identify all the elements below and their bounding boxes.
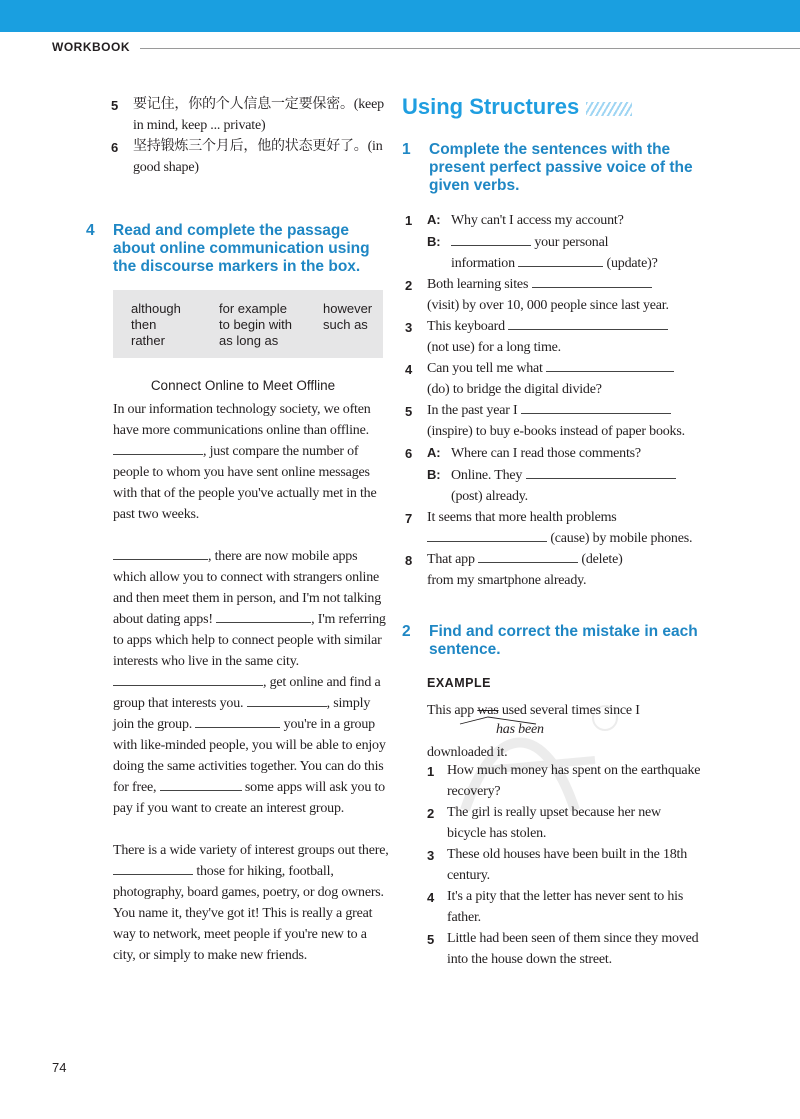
title-hatch-decoration: [586, 102, 632, 116]
marker-word: then: [131, 317, 157, 332]
item-number: 5: [111, 98, 119, 113]
speaker-label: A:: [427, 445, 441, 460]
speaker-label: A:: [427, 212, 441, 227]
item-text: How much money has spent on the earthquake recovery?: [447, 763, 701, 799]
blank-line[interactable]: [526, 465, 676, 479]
example-text: downloaded it.: [427, 745, 508, 760]
blank-line[interactable]: [247, 693, 327, 707]
exercise-item: [402, 316, 702, 358]
speaker-label: B:: [427, 467, 441, 482]
item-number: 3: [405, 320, 413, 335]
exercise-item: [402, 549, 702, 591]
passage-text: , just compare the number of people to whom you have sent online messages with that of the people you've actually met in the past two weeks.: [113, 444, 377, 522]
speaker-label: B:: [427, 234, 441, 249]
item-text: Why can't I access my account?: [451, 213, 624, 228]
section-number: 1: [402, 141, 411, 158]
passage-text: , simply join the group.: [113, 696, 371, 732]
section-number: 2: [402, 623, 411, 640]
blank-line[interactable]: [113, 546, 208, 560]
item-number: 2: [405, 278, 413, 293]
example-text: This app: [427, 703, 475, 718]
item-text: It seems that more health problems: [427, 510, 617, 525]
section-title: Using Structures: [402, 94, 580, 119]
passage-title: Connect Online to Meet Offline: [150, 378, 336, 393]
workbook-label: WORKBOOK: [52, 40, 130, 54]
blank-line[interactable]: [113, 672, 263, 686]
verb-hint: (update)?: [606, 256, 658, 271]
exercise-item: [402, 802, 702, 844]
marker-word: to begin with: [219, 317, 292, 332]
item-text: In the past year I: [427, 403, 518, 418]
exercise-item: [402, 209, 702, 274]
item-number: 6: [405, 446, 413, 461]
item-number: 2: [427, 806, 435, 821]
exercise-item: [402, 844, 702, 886]
example-label: EXAMPLE: [427, 676, 491, 690]
blank-line[interactable]: [518, 253, 603, 267]
exercise1-heading: [402, 141, 702, 195]
marker-word: [323, 333, 393, 348]
passage-paragraph-1: [113, 399, 389, 525]
section4-heading: [86, 222, 386, 276]
exercise1-list: [402, 209, 702, 591]
passage-text: those for hiking, football, photography, board games, poetry, or dog owners. You name it, they've got it! This is really a great way to network, meet people if you're new to a city, or simply to make new friends.: [113, 864, 384, 963]
exercise-item: [402, 400, 702, 442]
item-number: 5: [427, 932, 435, 947]
item-text: This keyboard: [427, 319, 505, 334]
exercise2-heading: [402, 623, 702, 659]
exercise-item: [402, 442, 702, 507]
item-text: Can you tell me what: [427, 361, 543, 376]
blank-line[interactable]: [427, 528, 547, 542]
item-text: The girl is really upset because her new bicycle has stolen.: [447, 805, 661, 841]
correction-text: has been: [496, 722, 544, 737]
exercise-item: [402, 928, 702, 970]
exercise2-list: [402, 760, 702, 970]
passage-paragraph-3: [113, 840, 389, 966]
example-text: used several times since I: [501, 703, 640, 718]
blank-line[interactable]: [113, 861, 193, 875]
passage-text: , I'm referring to apps which help to connect people with similar interests who live in the same city.: [113, 612, 386, 669]
marker-word: for example: [219, 301, 287, 316]
exercise-item: [402, 358, 702, 400]
item-number: 5: [405, 404, 413, 419]
passage-text: , get online and find a group that interests you.: [113, 675, 381, 711]
marker-word: such as: [323, 317, 368, 332]
blank-line[interactable]: [521, 400, 671, 414]
item-number: 6: [111, 140, 119, 155]
item-text: Online. They: [451, 468, 523, 483]
item-text: information: [451, 256, 515, 271]
exercise-item: [402, 886, 702, 928]
passage-text: you're in a group with like-minded people, you will be able to enjoy doing the same activities together. You can do this for free,: [113, 717, 386, 795]
translation-item: [108, 136, 386, 178]
verb-hint: (cause) by mobile phones.: [550, 531, 693, 546]
item-text: Where can I read those comments?: [451, 446, 641, 461]
passage-text: There is a wide variety of interest groups out there,: [113, 843, 389, 858]
passage-text: , there are now mobile apps which allow you to connect with strangers online and then meet them in person, and I'm not talking about dating apps!: [113, 549, 381, 627]
page-header: [0, 40, 800, 58]
blank-line[interactable]: [532, 274, 652, 288]
item-number: 1: [405, 213, 413, 228]
blank-line[interactable]: [451, 232, 531, 246]
exercise-item: [402, 274, 702, 316]
marker-word: although: [131, 301, 181, 316]
section-title: Read and complete the passage about online communication using the discourse markers in the box.: [113, 222, 370, 275]
left-column: [86, 94, 389, 966]
verb-hint: (inspire) to buy e-books instead of paper books.: [427, 424, 685, 439]
header-divider: [140, 48, 800, 49]
verb-hint: (visit) by over 10, 000 people since last year.: [427, 298, 669, 313]
section-number: 4: [86, 222, 95, 239]
exercise-item: [402, 507, 702, 549]
verb-hint: (delete): [581, 552, 623, 567]
right-column: [402, 94, 702, 970]
passage-text: some apps will ask you to pay if you want to create an interest group.: [113, 780, 385, 816]
discourse-marker-box: [113, 290, 383, 358]
page-number: 74: [52, 1060, 67, 1075]
item-text: 要记住，你的个人信息一定要保密。(keep in mind, keep ... private): [133, 97, 384, 133]
translation-item: [108, 94, 386, 136]
verb-hint: (not use) for a long time.: [427, 340, 561, 355]
item-text: It's a pity that the letter has never sent to his father.: [447, 889, 684, 925]
marker-word: however: [323, 301, 373, 316]
item-text: That app: [427, 552, 475, 567]
blank-line[interactable]: [478, 549, 578, 563]
blank-line[interactable]: [508, 316, 668, 330]
item-text: 坚持锻炼三个月后，他的状态更好了。(in good shape): [133, 139, 383, 175]
verb-hint: (post) already.: [451, 489, 528, 504]
using-structures-title: [402, 94, 702, 124]
passage-text: In our information technology society, we often have more communications online than offline.: [113, 402, 371, 438]
item-number: 4: [427, 890, 435, 905]
item-number: 4: [405, 362, 413, 377]
item-number: 1: [427, 764, 435, 779]
marker-word: as long as: [219, 333, 279, 348]
item-number: 3: [427, 848, 435, 863]
struck-word: was: [477, 703, 499, 718]
section-title: Complete the sentences with the present perfect passive voice of the given verbs.: [429, 141, 693, 194]
blank-line[interactable]: [546, 358, 674, 372]
item-text: your personal: [534, 235, 609, 250]
exercise-item: [402, 760, 702, 802]
item-number: 8: [405, 553, 413, 568]
marker-word: rather: [131, 333, 165, 348]
item-text: These old houses have been built in the 18th century.: [447, 847, 688, 883]
passage-paragraph-2: [113, 546, 389, 819]
verb-hint: (do) to bridge the digital divide?: [427, 382, 602, 397]
item-text: Both learning sites: [427, 277, 529, 292]
blank-line[interactable]: [195, 714, 280, 728]
item-text: from my smartphone already.: [427, 573, 587, 588]
section-title: Find and correct the mistake in each sentence.: [429, 623, 698, 658]
item-text: Little had been seen of them since they moved into the house down the street.: [447, 931, 699, 967]
item-number: 7: [405, 511, 413, 526]
blank-line[interactable]: [160, 777, 242, 791]
top-color-bar: [0, 0, 800, 32]
example-sentence: [402, 700, 702, 764]
blank-line[interactable]: [113, 441, 203, 455]
blank-line[interactable]: [216, 609, 311, 623]
